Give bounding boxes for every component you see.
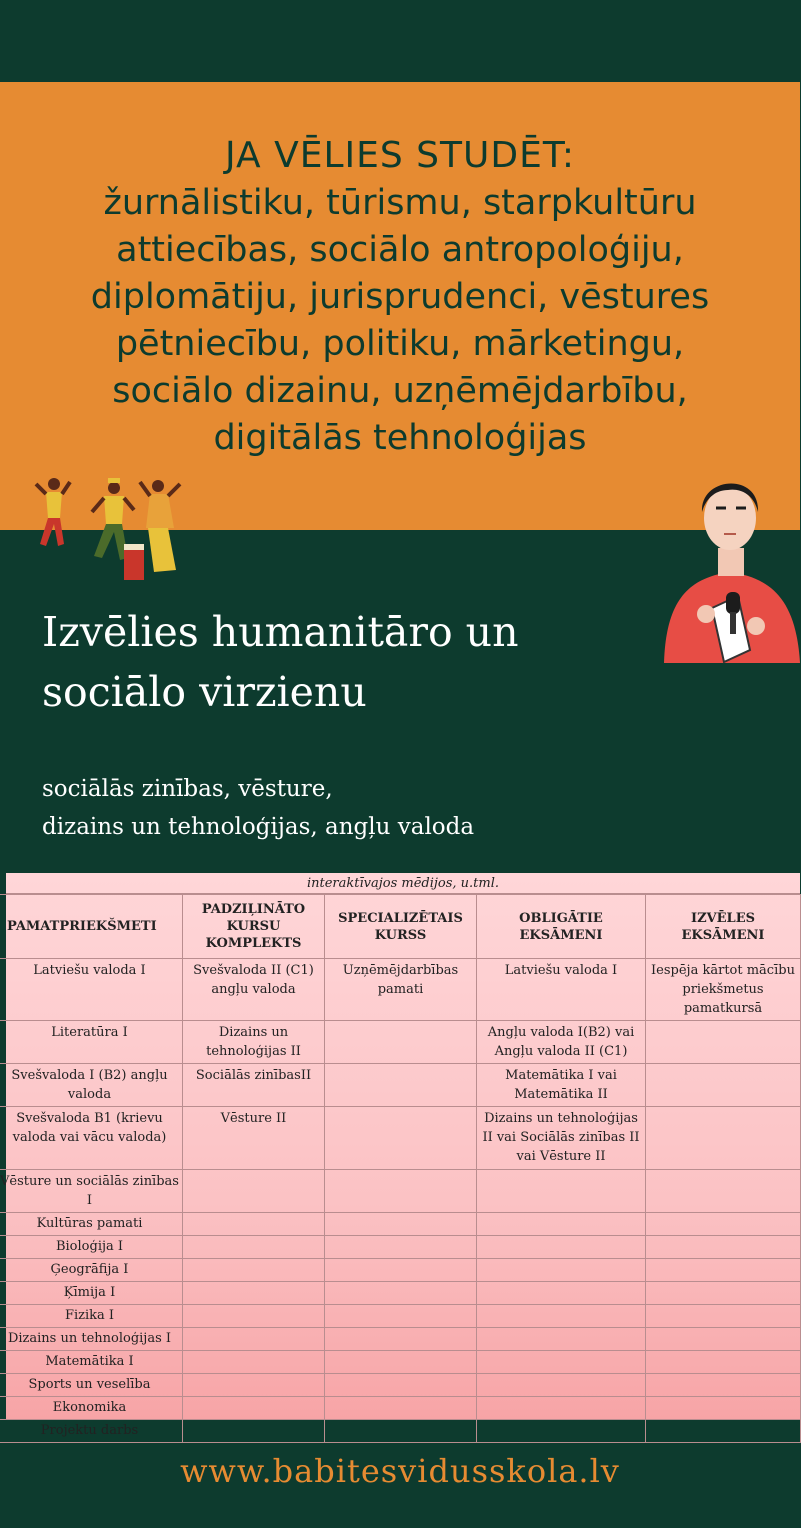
subject-line: pētniecību, politiku, mārketingu, xyxy=(115,324,685,364)
table-row xyxy=(0,1259,801,1282)
table-cell xyxy=(477,1305,646,1328)
table-cell xyxy=(646,1064,801,1107)
table-cell xyxy=(477,1420,646,1443)
table-cell: Matemātika I vai Matemātika II xyxy=(477,1064,646,1107)
subject-line: žurnālistiku, tūrismu, starpkultūru xyxy=(103,183,697,223)
table-cell xyxy=(325,1064,477,1107)
table-cell: Ekonomika xyxy=(0,1397,183,1420)
table-cell xyxy=(646,1107,801,1170)
table-row xyxy=(0,1328,801,1351)
table-cell xyxy=(646,1305,801,1328)
table-row xyxy=(0,1064,801,1107)
table-cell xyxy=(325,1305,477,1328)
table-cell xyxy=(325,1397,477,1420)
table-cell: Bioloģija I xyxy=(0,1236,183,1259)
page-heading xyxy=(42,602,662,722)
table-cell: Svešvaloda II (C1) angļu valoda xyxy=(183,959,325,1021)
heading-line: Izvēlies humanitāro un xyxy=(42,608,519,656)
table-cell xyxy=(183,1420,325,1443)
table-cell: Iespēja kārtot mācību priekšmetus pamatkursā xyxy=(646,959,801,1021)
table-cell xyxy=(183,1213,325,1236)
table-cell xyxy=(183,1170,325,1213)
table-cell: Fizika I xyxy=(0,1305,183,1328)
table-cell xyxy=(646,1213,801,1236)
table-cell xyxy=(646,1328,801,1351)
reporter-illustration xyxy=(660,468,800,668)
subject-line: attiecības, sociālo antropoloģiju, xyxy=(116,230,684,270)
table-cell xyxy=(646,1351,801,1374)
table-cell: Vēsture II xyxy=(183,1107,325,1170)
table-row xyxy=(0,1282,801,1305)
table xyxy=(0,894,801,1443)
table-cell xyxy=(325,1213,477,1236)
table-cell xyxy=(183,1328,325,1351)
table-cell xyxy=(646,1236,801,1259)
table-cell xyxy=(325,1107,477,1170)
table-cell xyxy=(477,1236,646,1259)
table-cell xyxy=(646,1374,801,1397)
table-row xyxy=(0,959,801,1021)
table-cell xyxy=(325,1170,477,1213)
footer-url: www.babitesvidusskola.lv xyxy=(180,1452,620,1490)
table-caption: interaktīvajos mēdijos, u.tml. xyxy=(6,873,800,894)
table-cell xyxy=(646,1397,801,1420)
table-cell: Angļu valoda I(B2) vai Angļu valoda II (C1) xyxy=(477,1021,646,1064)
table-cell xyxy=(183,1351,325,1374)
table-cell: Vēsture un sociālās zinības I xyxy=(0,1170,183,1213)
table-row xyxy=(0,1351,801,1374)
study-banner xyxy=(0,82,800,530)
table-row xyxy=(0,1236,801,1259)
table-cell xyxy=(183,1259,325,1282)
column-header: PADZIĻINĀTO KURSU KOMPLEKTS xyxy=(183,895,325,959)
table-cell: Latviešu valoda I xyxy=(0,959,183,1021)
dancer-1-icon xyxy=(36,478,70,546)
subject-line: sociālo dizainu, uzņēmējdarbību, xyxy=(112,371,688,411)
table-row xyxy=(0,1397,801,1420)
table-cell: Sports un veselība xyxy=(0,1374,183,1397)
table-cell: Literatūra I xyxy=(0,1021,183,1064)
table-row xyxy=(0,1374,801,1397)
table-row xyxy=(0,1107,801,1170)
column-header: IZVĒLES EKSĀMENI xyxy=(646,895,801,959)
table-cell xyxy=(477,1374,646,1397)
table-cell xyxy=(325,1282,477,1305)
dancers-illustration xyxy=(36,474,196,586)
heading-line: sociālo virzienu xyxy=(42,668,367,716)
table-cell xyxy=(477,1351,646,1374)
table-cell: Dizains un tehnoloģijas II xyxy=(183,1021,325,1064)
table-cell xyxy=(183,1374,325,1397)
table-cell: Uzņēmējdarbības pamati xyxy=(325,959,477,1021)
table-row xyxy=(0,1021,801,1064)
table-cell xyxy=(325,1374,477,1397)
table-cell: Latviešu valoda I xyxy=(477,959,646,1021)
table-cell: Matemātika I xyxy=(0,1351,183,1374)
subtopic-line: dizains un tehnoloģijas, angļu valoda xyxy=(42,814,475,840)
table-cell: Sociālās zinībasII xyxy=(183,1064,325,1107)
column-header: PAMATPRIEKŠMETI xyxy=(0,895,183,959)
table-cell xyxy=(646,1170,801,1213)
table-cell xyxy=(183,1282,325,1305)
table-cell xyxy=(477,1282,646,1305)
table-header-row xyxy=(0,895,801,959)
subtopic-line: sociālās zinības, vēsture, xyxy=(42,776,333,802)
table-cell xyxy=(646,1282,801,1305)
table-row xyxy=(0,1420,801,1443)
table-cell xyxy=(325,1351,477,1374)
subtopics xyxy=(42,770,474,846)
table-cell xyxy=(183,1236,325,1259)
table-cell xyxy=(477,1328,646,1351)
table-row xyxy=(0,1305,801,1328)
table-cell xyxy=(325,1021,477,1064)
table-cell: Svešvaloda B1 (krievu valoda vai vācu valoda) xyxy=(0,1107,183,1170)
drummer-icon xyxy=(124,480,180,580)
table-cell: Projektu darbs xyxy=(0,1420,183,1443)
table-cell xyxy=(183,1305,325,1328)
table-cell: Svešvaloda I (B2) angļu valoda xyxy=(0,1064,183,1107)
table-cell xyxy=(183,1397,325,1420)
table-row xyxy=(0,1213,801,1236)
table-cell xyxy=(646,1021,801,1064)
table-row xyxy=(0,1170,801,1213)
table-cell xyxy=(646,1420,801,1443)
table-cell: Ķīmija I xyxy=(0,1282,183,1305)
table-cell xyxy=(477,1259,646,1282)
table-cell xyxy=(325,1259,477,1282)
table-cell: Ģeogrāfija I xyxy=(0,1259,183,1282)
top-band xyxy=(0,0,800,82)
table-cell xyxy=(477,1170,646,1213)
subject-line: digitālās tehnoloģijas xyxy=(213,418,587,458)
table-cell: Dizains un tehnoloģijas II vai Sociālās zinības II vai Vēsture II xyxy=(477,1107,646,1170)
banner-title: JA VĒLIES STUDĒT: xyxy=(225,135,575,176)
column-header: SPECIALIZĒTAIS KURSS xyxy=(325,895,477,959)
table-cell xyxy=(646,1259,801,1282)
banner-subjects xyxy=(0,180,800,462)
curriculum-table xyxy=(0,873,800,1438)
table-cell xyxy=(325,1420,477,1443)
subject-line: diplomātiju, jurisprudenci, vēstures xyxy=(90,277,710,317)
table-cell xyxy=(477,1397,646,1420)
table-cell xyxy=(477,1213,646,1236)
table-cell: Kultūras pamati xyxy=(0,1213,183,1236)
table-cell xyxy=(325,1236,477,1259)
table-cell: Dizains un tehnoloģijas I xyxy=(0,1328,183,1351)
column-header: OBLIGĀTIE EKSĀMENI xyxy=(477,895,646,959)
table-cell xyxy=(325,1328,477,1351)
